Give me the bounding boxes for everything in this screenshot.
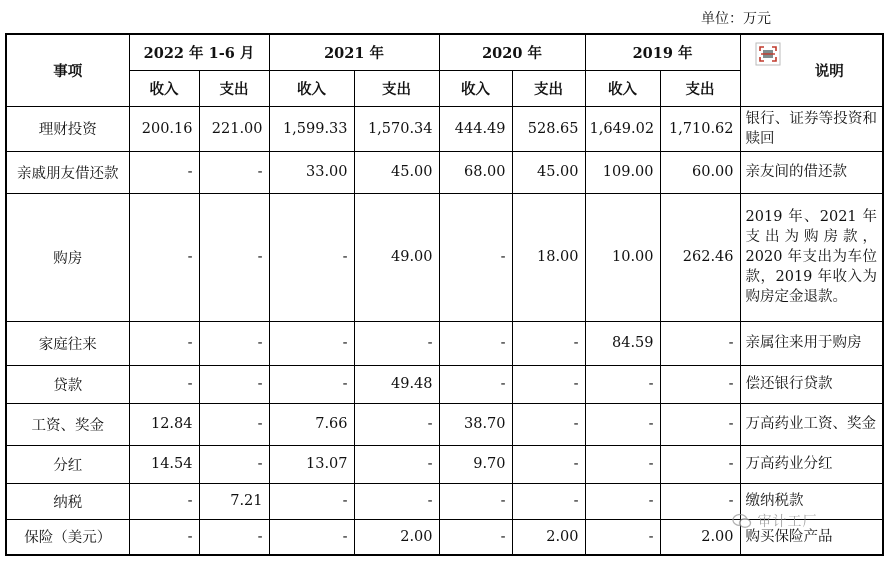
- row-item-label: 贷款: [6, 365, 129, 403]
- value-cell: -: [269, 519, 354, 555]
- value-cell: -: [439, 483, 512, 519]
- value-cell: -: [354, 483, 439, 519]
- value-cell: -: [660, 483, 740, 519]
- value-cell: -: [199, 403, 269, 445]
- expense-header: 支出: [660, 70, 740, 106]
- value-cell: -: [512, 445, 585, 483]
- unit-label: 单位：万元: [701, 11, 771, 27]
- row-note: 万高药业工资、奖金: [740, 403, 883, 445]
- period-header-2021: 2021 年: [269, 34, 439, 70]
- value-cell: -: [354, 403, 439, 445]
- value-cell: -: [585, 403, 660, 445]
- value-cell: -: [660, 321, 740, 365]
- expense-header: 支出: [354, 70, 439, 106]
- value-cell: -: [585, 365, 660, 403]
- value-cell: 12.84: [129, 403, 199, 445]
- value-cell: 60.00: [660, 151, 740, 193]
- value-cell: 45.00: [354, 151, 439, 193]
- value-cell: 1,710.62: [660, 106, 740, 151]
- value-cell: 2.00: [354, 519, 439, 555]
- value-cell: -: [269, 321, 354, 365]
- period-header-2022: 2022 年 1-6 月: [129, 34, 269, 70]
- value-cell: 1,599.33: [269, 106, 354, 151]
- value-cell: 7.66: [269, 403, 354, 445]
- value-cell: -: [129, 483, 199, 519]
- note-header: [740, 34, 883, 106]
- value-cell: -: [585, 483, 660, 519]
- table-row: [6, 193, 883, 321]
- row-item-label: 分红: [6, 445, 129, 483]
- value-cell: -: [269, 483, 354, 519]
- row-note: 银行、证券等投资和赎回: [740, 106, 883, 151]
- table-body: [6, 106, 883, 555]
- row-note: 购买保险产品: [740, 519, 883, 555]
- value-cell: -: [199, 519, 269, 555]
- value-cell: -: [660, 445, 740, 483]
- table-row: [6, 365, 883, 403]
- wechat-icon: [732, 513, 752, 529]
- value-cell: 109.00: [585, 151, 660, 193]
- value-cell: -: [354, 321, 439, 365]
- table-row: [6, 151, 883, 193]
- value-cell: -: [439, 365, 512, 403]
- row-note: 亲友间的借还款: [740, 151, 883, 193]
- income-header: 收入: [585, 70, 660, 106]
- value-cell: 200.16: [129, 106, 199, 151]
- value-cell: -: [585, 445, 660, 483]
- value-cell: 9.70: [439, 445, 512, 483]
- value-cell: -: [354, 445, 439, 483]
- value-cell: 49.00: [354, 193, 439, 321]
- value-cell: 18.00: [512, 193, 585, 321]
- value-cell: -: [129, 365, 199, 403]
- row-note: 万高药业分红: [740, 445, 883, 483]
- value-cell: 221.00: [199, 106, 269, 151]
- value-cell: 49.48: [354, 365, 439, 403]
- value-cell: 13.07: [269, 445, 354, 483]
- scan-icon[interactable]: [755, 42, 781, 66]
- value-cell: 1,570.34: [354, 106, 439, 151]
- value-cell: 38.70: [439, 403, 512, 445]
- table-row: [6, 403, 883, 445]
- row-note: 2019 年、2021 年支出为购房款，2020 年支出为车位款，2019 年收入为购房定金退款。: [740, 193, 883, 321]
- table-row: [6, 445, 883, 483]
- row-item-label: 购房: [6, 193, 129, 321]
- value-cell: -: [660, 403, 740, 445]
- value-cell: -: [199, 365, 269, 403]
- value-cell: -: [512, 403, 585, 445]
- value-cell: -: [660, 365, 740, 403]
- header-row-periods: [6, 34, 883, 70]
- income-header: 收入: [439, 70, 512, 106]
- value-cell: 84.59: [585, 321, 660, 365]
- row-note: 偿还银行贷款: [740, 365, 883, 403]
- value-cell: -: [199, 193, 269, 321]
- value-cell: -: [129, 193, 199, 321]
- row-note: 缴纳税款: [740, 483, 883, 519]
- value-cell: 45.00: [512, 151, 585, 193]
- value-cell: -: [439, 321, 512, 365]
- row-item-label: 纳税: [6, 483, 129, 519]
- value-cell: 2.00: [512, 519, 585, 555]
- table-row: [6, 321, 883, 365]
- row-item-label: 保险（美元）: [6, 519, 129, 555]
- value-cell: -: [269, 365, 354, 403]
- expense-header: 支出: [512, 70, 585, 106]
- value-cell: 7.21: [199, 483, 269, 519]
- value-cell: 33.00: [269, 151, 354, 193]
- value-cell: -: [439, 519, 512, 555]
- value-cell: -: [199, 151, 269, 193]
- value-cell: -: [512, 321, 585, 365]
- value-cell: -: [512, 365, 585, 403]
- value-cell: 10.00: [585, 193, 660, 321]
- row-item-label: 工资、奖金: [6, 403, 129, 445]
- value-cell: 68.00: [439, 151, 512, 193]
- row-item-label: 家庭往来: [6, 321, 129, 365]
- value-cell: 2.00: [660, 519, 740, 555]
- value-cell: -: [585, 519, 660, 555]
- period-header-2020: 2020 年: [439, 34, 585, 70]
- value-cell: -: [269, 193, 354, 321]
- period-header-2019: 2019 年: [585, 34, 740, 70]
- income-header: 收入: [129, 70, 199, 106]
- item-header: 事项: [6, 34, 129, 106]
- fund-flow-table: [5, 33, 884, 556]
- row-note: 亲属往来用于购房: [740, 321, 883, 365]
- value-cell: 262.46: [660, 193, 740, 321]
- expense-header: 支出: [199, 70, 269, 106]
- value-cell: 1,649.02: [585, 106, 660, 151]
- row-item-label: 亲戚朋友借还款: [6, 151, 129, 193]
- income-header: 收入: [269, 70, 354, 106]
- value-cell: -: [129, 321, 199, 365]
- value-cell: -: [129, 151, 199, 193]
- value-cell: -: [439, 193, 512, 321]
- note-header-label: 说明: [814, 62, 844, 80]
- watermark-text: 审计工厂: [757, 514, 818, 530]
- value-cell: -: [129, 519, 199, 555]
- value-cell: -: [199, 445, 269, 483]
- fund-flow-table-container: [5, 33, 884, 556]
- value-cell: 14.54: [129, 445, 199, 483]
- value-cell: -: [199, 321, 269, 365]
- watermark: [732, 511, 817, 531]
- value-cell: 444.49: [439, 106, 512, 151]
- value-cell: -: [512, 483, 585, 519]
- value-cell: 528.65: [512, 106, 585, 151]
- row-item-label: 理财投资: [6, 106, 129, 151]
- table-row: [6, 106, 883, 151]
